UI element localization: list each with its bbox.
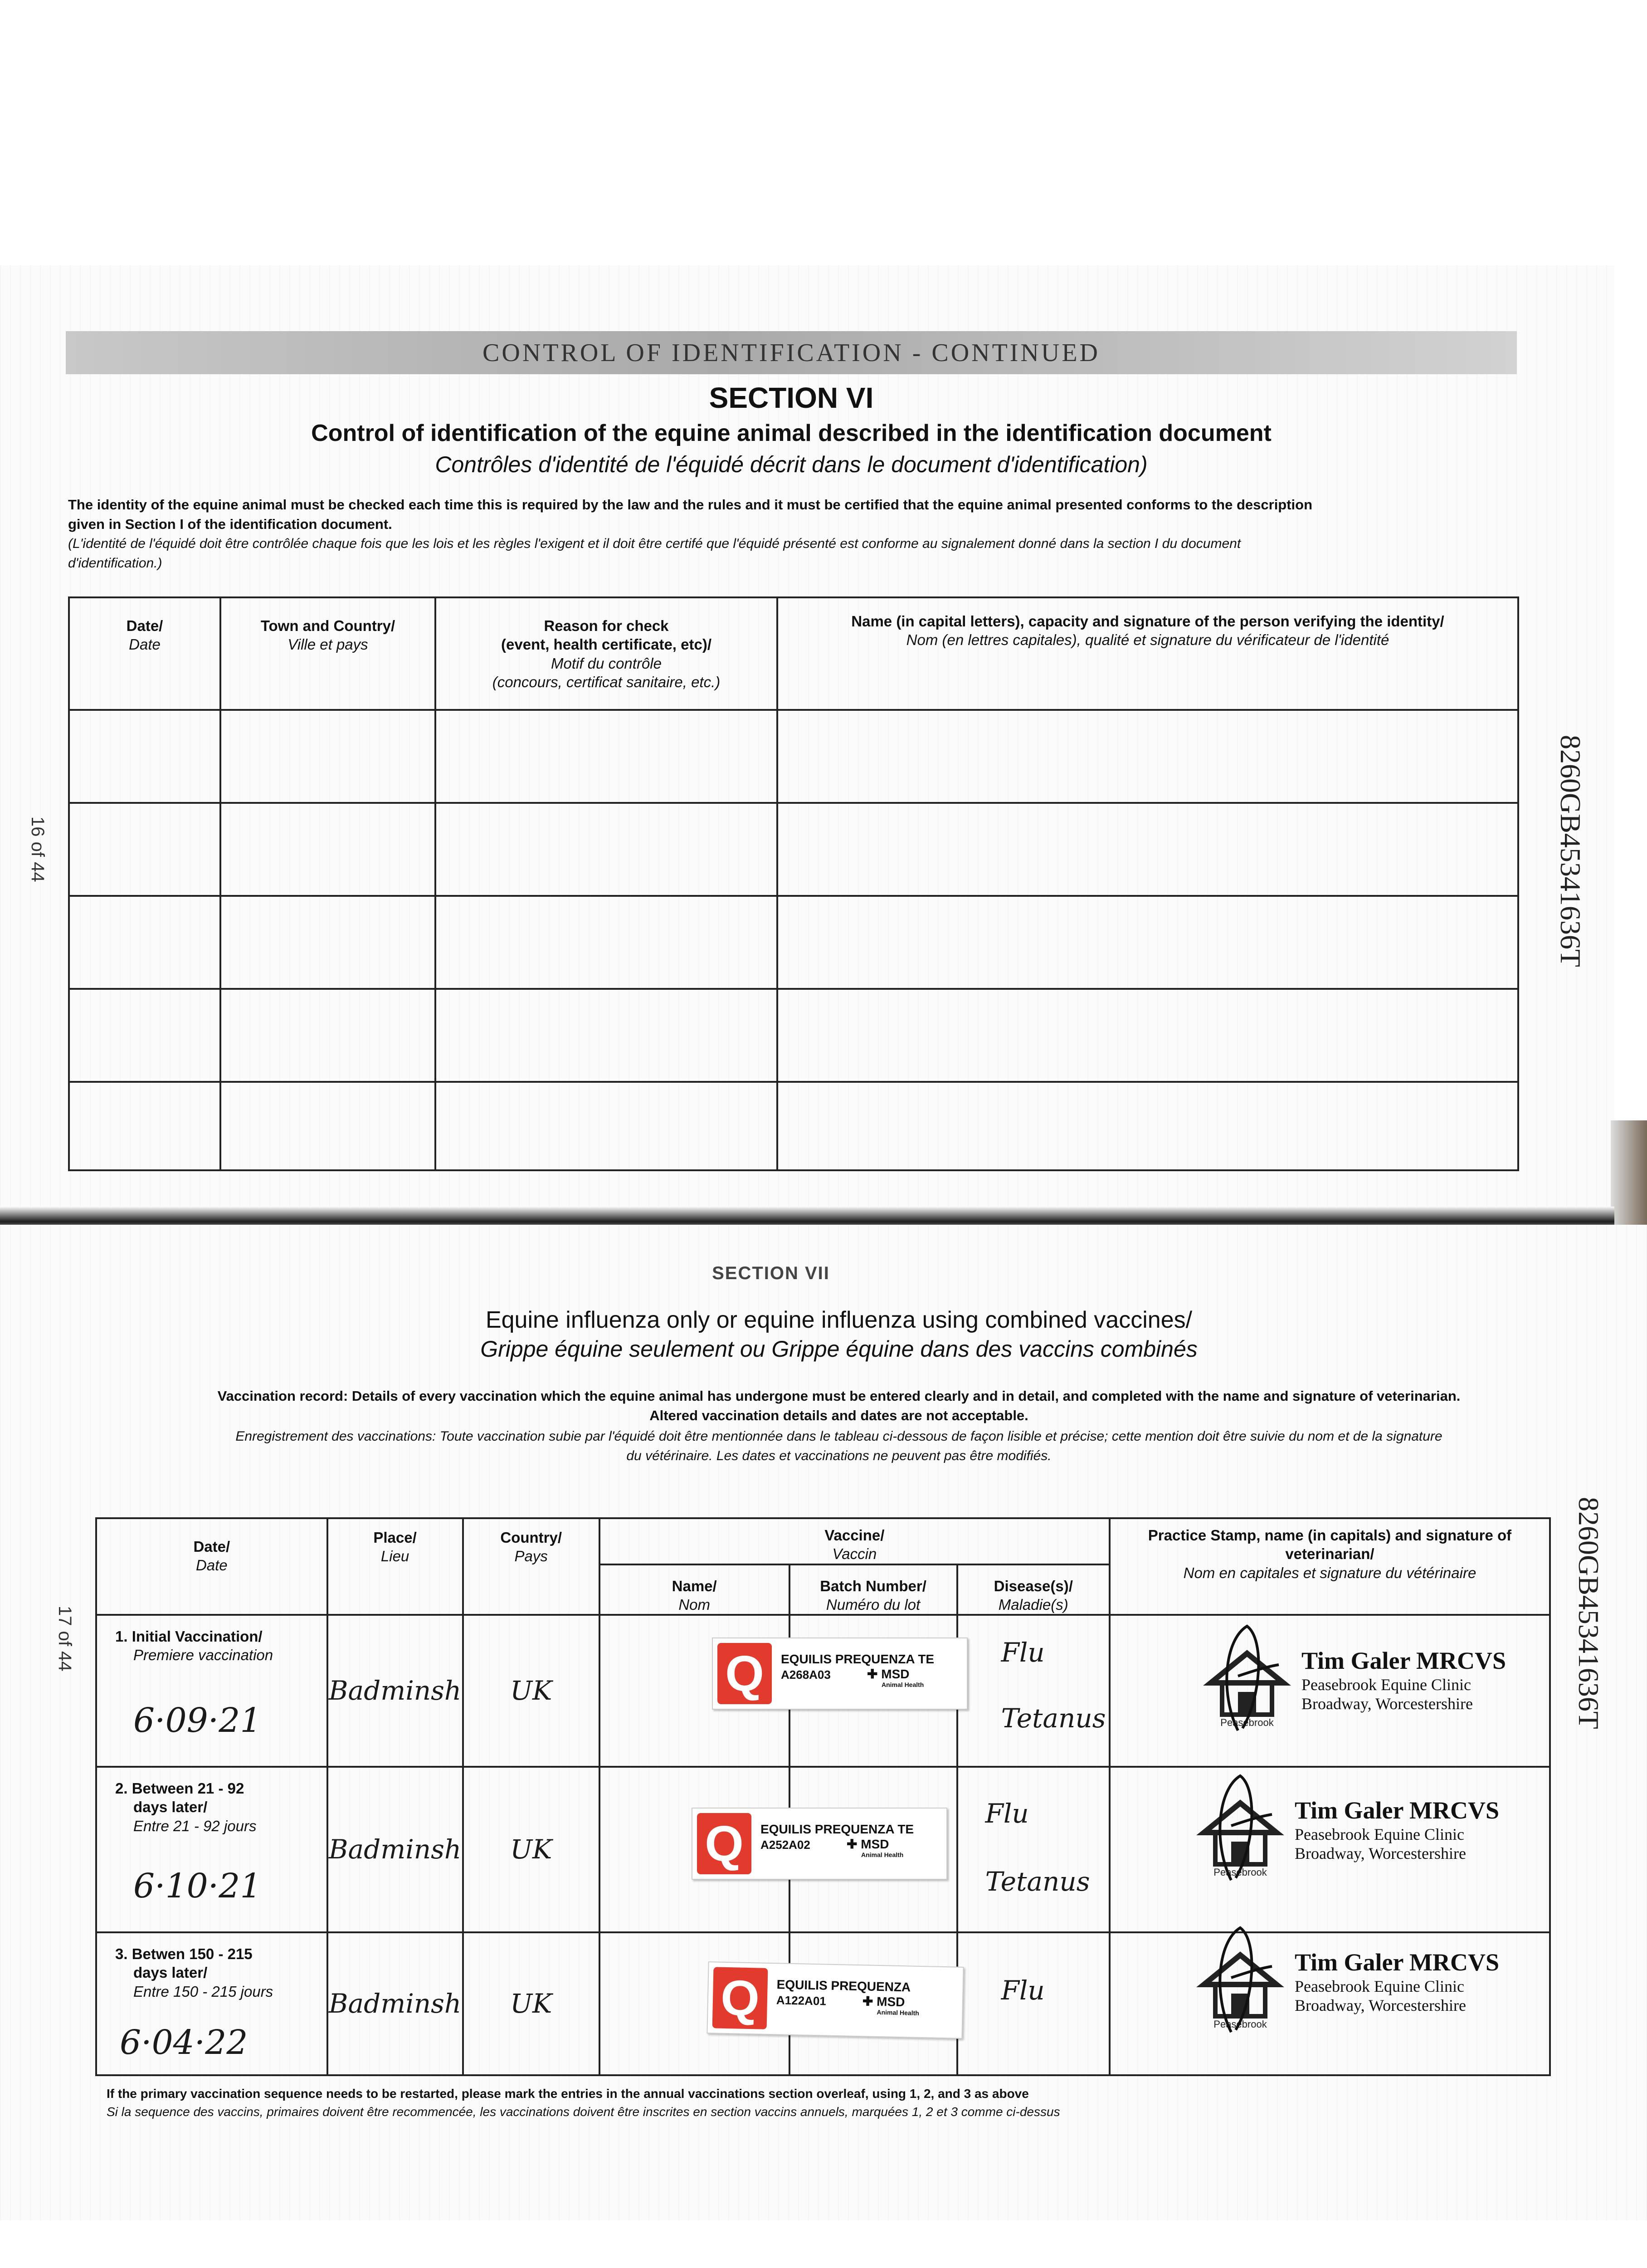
practice-stamp-1	[1202, 1622, 1546, 1735]
table-row	[69, 1082, 1518, 1170]
stamp-3-town: Broadway, Worcestershire	[1295, 1996, 1466, 2014]
section-vi-instructions-fr-1: (L'identité de l'équidé doit être contrôlée chaque fois que les lois et les règles l'exigent et il doit être certifé que l'équidé présenté est conforme au signalement donné dans la section I du document	[68, 536, 1241, 551]
col-batch-en: Batch Number/	[820, 1577, 926, 1594]
town-cell[interactable]	[220, 896, 435, 989]
sticker-3-manufacturer: MSD	[876, 1994, 905, 2009]
stamp-1-town: Broadway, Worcestershire	[1301, 1695, 1473, 1713]
msd-logo-icon: ✚ MSD	[867, 1667, 910, 1681]
row-2-disease-cell[interactable]	[957, 1767, 1110, 1932]
row-3-disease-cell[interactable]	[957, 1932, 1110, 2075]
verifier-cell[interactable]	[777, 896, 1518, 989]
col-stamp-en-2: veterinarian/	[1285, 1545, 1374, 1563]
page-edge-shadow	[1611, 1120, 1647, 1229]
col-date	[69, 597, 220, 710]
sticker-3-product: EQUILIS PREQUENZA	[776, 1977, 911, 1994]
date-cell[interactable]	[69, 896, 220, 989]
col-town	[220, 597, 435, 710]
stamp-2-logo-text: Peasebrook	[1213, 1867, 1267, 1878]
identity-check-table	[68, 596, 1519, 1171]
row-3-country-cell[interactable]	[463, 1932, 599, 2075]
col-vaccine	[599, 1518, 1110, 1564]
col-verifier-en: Name (in capital letters), capacity and signature of the person verifying the identity/	[851, 613, 1444, 630]
col-country	[463, 1518, 599, 1615]
section-vi-instructions-en-1: The identity of the equine animal must be checked each time this is required by the law and the rules and it must be certified that the equine animal presented conforms to the description	[68, 497, 1313, 513]
row-3-country-value: UK	[510, 1988, 552, 2019]
practice-stamp-3	[1195, 1923, 1540, 2037]
col-place-en: Place/	[373, 1529, 417, 1546]
stamp-1-clinic: Peasebrook Equine Clinic	[1301, 1676, 1471, 1694]
row-3-label-en-2: days later/	[133, 1964, 208, 1981]
sticker-2-batch: A252A02	[760, 1838, 810, 1852]
col-vaccine-name-fr: Nom	[678, 1596, 711, 1613]
vaccine-sticker-2	[692, 1808, 947, 1880]
stamp-3-clinic: Peasebrook Equine Clinic	[1295, 1977, 1464, 1995]
stamp-1-logo-text: Peasebrook	[1220, 1717, 1274, 1728]
row-1-place-value: Badminsh	[328, 1675, 462, 1706]
row-1-disease-cell[interactable]	[957, 1615, 1110, 1767]
row-3-label-en-1: 3. Betwen 150 - 215	[115, 1945, 253, 1962]
section-vi-instructions-fr-2: d'identification.)	[68, 556, 162, 571]
row-3-date-value: 6·04·22	[120, 2023, 248, 2062]
reason-cell[interactable]	[435, 989, 777, 1082]
col-place	[327, 1518, 463, 1615]
practice-stamp-2	[1195, 1771, 1540, 1885]
sticker-3-batch: A122A01	[776, 1993, 827, 2008]
row-3-disease-1: Flu	[1001, 1975, 1045, 2006]
town-cell[interactable]	[220, 1082, 435, 1170]
section-vi-heading-fr: Contrôles d'identité de l'équidé décrit dans le document d'identification)	[435, 452, 1148, 477]
section-vii-heading-fr: Grippe équine seulement ou Grippe équine dans des vaccins combinés	[480, 1336, 1198, 1362]
date-cell[interactable]	[69, 989, 220, 1082]
verifier-cell[interactable]	[777, 989, 1518, 1082]
verifier-cell[interactable]	[777, 803, 1518, 896]
equilis-logo-icon: Q	[712, 1967, 768, 2029]
header-band-text: CONTROL OF IDENTIFICATION - CONTINUED	[482, 338, 1100, 367]
section-vii-title: SECTION VII	[712, 1263, 830, 1283]
passport-id-top: 8260GB45341636T	[1554, 735, 1587, 967]
sticker-1-manufacturer-sub: Animal Health	[882, 1681, 924, 1688]
col-country-fr: Pays	[514, 1548, 548, 1565]
row-2-country-value: UK	[510, 1834, 552, 1865]
col-country-en: Country/	[500, 1529, 562, 1546]
table-row	[69, 710, 1518, 803]
row-1-disease-2: Tetanus	[1001, 1703, 1106, 1734]
sticker-2-manufacturer-sub: Animal Health	[861, 1851, 904, 1858]
col-reason-en-1: Reason for check	[544, 617, 669, 634]
section-vi-title: SECTION VI	[709, 381, 874, 414]
vaccination-record-en-1: Vaccination record: Details of every vaccination which the equine animal has undergone must be entered clearly and in detail, and completed with the name and signature of veterinarian.	[217, 1388, 1461, 1404]
table-row	[69, 896, 1518, 989]
msd-logo-icon: ✚ MSD	[862, 1994, 905, 2009]
col-stamp-en-1: Practice Stamp, name (in capitals) and signature of	[1148, 1527, 1512, 1544]
col-stamp-fr: Nom en capitales et signature du vétérinaire	[1183, 1564, 1476, 1581]
section-vi-heading-en: Control of identification of the equine animal described in the identification document	[311, 420, 1272, 446]
col-reason-fr-1: Motif du contrôle	[551, 655, 662, 672]
town-cell[interactable]	[220, 989, 435, 1082]
col-stamp	[1110, 1518, 1550, 1615]
col-vaccine-name-en: Name/	[672, 1577, 717, 1594]
col-verifier	[777, 597, 1518, 710]
vaccination-record-fr-2: du vétérinaire. Les dates et vaccinations ne peuvent pas être modifiés.	[626, 1448, 1052, 1463]
row-3-place-cell[interactable]	[327, 1932, 463, 2075]
row-1-date-cell[interactable]	[96, 1615, 327, 1767]
row-2-label-en-2: days later/	[133, 1799, 208, 1816]
stamp-2-town: Broadway, Worcestershire	[1295, 1844, 1466, 1862]
row-1-disease-1: Flu	[1001, 1637, 1045, 1668]
sticker-1-batch: A268A03	[781, 1668, 831, 1681]
town-cell[interactable]	[220, 803, 435, 896]
col-reason-en-2: (event, health certificate, etc)/	[501, 636, 711, 653]
row-2-disease-2: Tetanus	[985, 1866, 1090, 1897]
row-1-date-value: 6·09·21	[133, 1701, 262, 1740]
reason-cell[interactable]	[435, 803, 777, 896]
col-vaccine-name	[599, 1564, 789, 1615]
row-2-date-cell[interactable]	[96, 1767, 327, 1932]
col-town-fr: Ville et pays	[287, 636, 368, 653]
col-vacc-date	[96, 1518, 327, 1615]
signature-icon	[1211, 1622, 1292, 1735]
stamp-3-logo-text: Peasebrook	[1213, 2019, 1267, 2030]
signature-icon	[1204, 1923, 1286, 2037]
col-vaccine-fr: Vaccin	[832, 1545, 877, 1563]
col-verifier-fr: Nom (en lettres capitales), qualité et signature du vérificateur de l'identité	[906, 631, 1389, 649]
table-row	[69, 803, 1518, 896]
stamp-2-clinic: Peasebrook Equine Clinic	[1295, 1825, 1464, 1843]
passport-id-bottom: 8260GB45341636T	[1573, 1497, 1605, 1729]
row-3-label-fr: Entre 150 - 215 jours	[133, 1983, 273, 2000]
col-date-fr: Date	[129, 636, 161, 653]
town-cell[interactable]	[220, 710, 435, 803]
row-2-label-fr: Entre 21 - 92 jours	[133, 1817, 257, 1834]
reason-cell[interactable]	[435, 710, 777, 803]
footnote-en: If the primary vaccination sequence needs to be restarted, please mark the entries in the annual vaccinations section overleaf, using 1, 2, and 3 as above	[107, 2087, 1029, 2101]
row-3-date-cell[interactable]	[96, 1932, 327, 2075]
section-vii-heading-en: Equine influenza only or equine influenza using combined vaccines/	[485, 1307, 1193, 1333]
col-town-en: Town and Country/	[260, 617, 395, 634]
col-vacc-date-en: Date/	[193, 1538, 230, 1555]
msd-logo-icon: ✚ MSD	[847, 1837, 889, 1851]
equilis-logo-icon: Q	[717, 1643, 772, 1704]
col-date-en: Date/	[126, 617, 163, 634]
row-2-country-cell[interactable]	[463, 1767, 599, 1932]
row-3-place-value: Badminsh	[328, 1988, 462, 2019]
stamp-1-vet-name: Tim Galer MRCVS	[1301, 1647, 1506, 1674]
stamp-3-vet-name: Tim Galer MRCVS	[1295, 1949, 1499, 1976]
vaccine-sticker-3	[707, 1961, 964, 2039]
section-vi-instructions-en-2: given in Section I of the identification document.	[68, 516, 392, 532]
date-cell[interactable]	[69, 803, 220, 896]
col-disease	[957, 1564, 1110, 1615]
col-batch-fr: Numéro du lot	[826, 1596, 921, 1613]
sticker-1-manufacturer: MSD	[881, 1667, 910, 1681]
date-cell[interactable]	[69, 1082, 220, 1170]
vaccination-record-en-2: Altered vaccination details and dates are not acceptable.	[649, 1408, 1028, 1423]
row-2-date-value: 6·10·21	[133, 1867, 262, 1906]
col-vacc-date-fr: Date	[195, 1557, 228, 1574]
sticker-2-product: EQUILIS PREQUENZA TE	[760, 1822, 914, 1836]
row-1-label-en: 1. Initial Vaccination/	[115, 1628, 263, 1645]
row-1-label-fr: Premiere vaccination	[133, 1647, 273, 1664]
sticker-3-manufacturer-sub: Animal Health	[877, 2008, 919, 2017]
vaccination-record-fr-1: Enregistrement des vaccinations: Toute vaccination subie par l'équidé doit être mentionnée dans le tableau ci-dessous de façon lisible et précise; cette mention doit être suivie du nom et de la signature	[235, 1429, 1442, 1444]
header-band	[66, 331, 1517, 374]
table-row	[69, 989, 1518, 1082]
sticker-2-manufacturer: MSD	[861, 1837, 889, 1851]
vaccine-sticker-1	[712, 1637, 968, 1710]
reason-cell[interactable]	[435, 1082, 777, 1170]
row-2-label-en-1: 2. Between 21 - 92	[115, 1780, 244, 1797]
col-batch	[789, 1564, 957, 1615]
col-disease-fr: Maladie(s)	[998, 1596, 1068, 1613]
signature-icon	[1204, 1771, 1286, 1885]
row-2-disease-1: Flu	[985, 1798, 1029, 1829]
page-number-16: 16 of 44	[28, 816, 48, 882]
stamp-2-vet-name: Tim Galer MRCVS	[1295, 1797, 1499, 1824]
reason-cell[interactable]	[435, 896, 777, 989]
row-2-place-value: Badminsh	[328, 1834, 462, 1865]
col-reason	[435, 597, 777, 710]
page-number-17: 17 of 44	[55, 1606, 75, 1672]
equilis-logo-icon: Q	[697, 1813, 751, 1874]
sticker-1-product: EQUILIS PREQUENZA TE	[781, 1652, 935, 1666]
col-vaccine-en: Vaccine/	[824, 1527, 885, 1544]
date-cell[interactable]	[69, 710, 220, 803]
col-reason-fr-2: (concours, certificat sanitaire, etc.)	[492, 673, 721, 690]
col-disease-en: Disease(s)/	[994, 1577, 1073, 1594]
row-1-place-cell[interactable]	[327, 1615, 463, 1767]
footnote-fr: Si la sequence des vaccins, primaires doivent être recommencée, les vaccinations doivent être inscrites en section vaccins annuels, marquées 1, 2 et 3 comme ci-dessus	[107, 2105, 1060, 2119]
row-1-country-cell[interactable]	[463, 1615, 599, 1767]
col-place-fr: Lieu	[380, 1548, 409, 1565]
verifier-cell[interactable]	[777, 710, 1518, 803]
verifier-cell[interactable]	[777, 1082, 1518, 1170]
row-1-country-value: UK	[510, 1675, 552, 1706]
row-2-place-cell[interactable]	[327, 1767, 463, 1932]
